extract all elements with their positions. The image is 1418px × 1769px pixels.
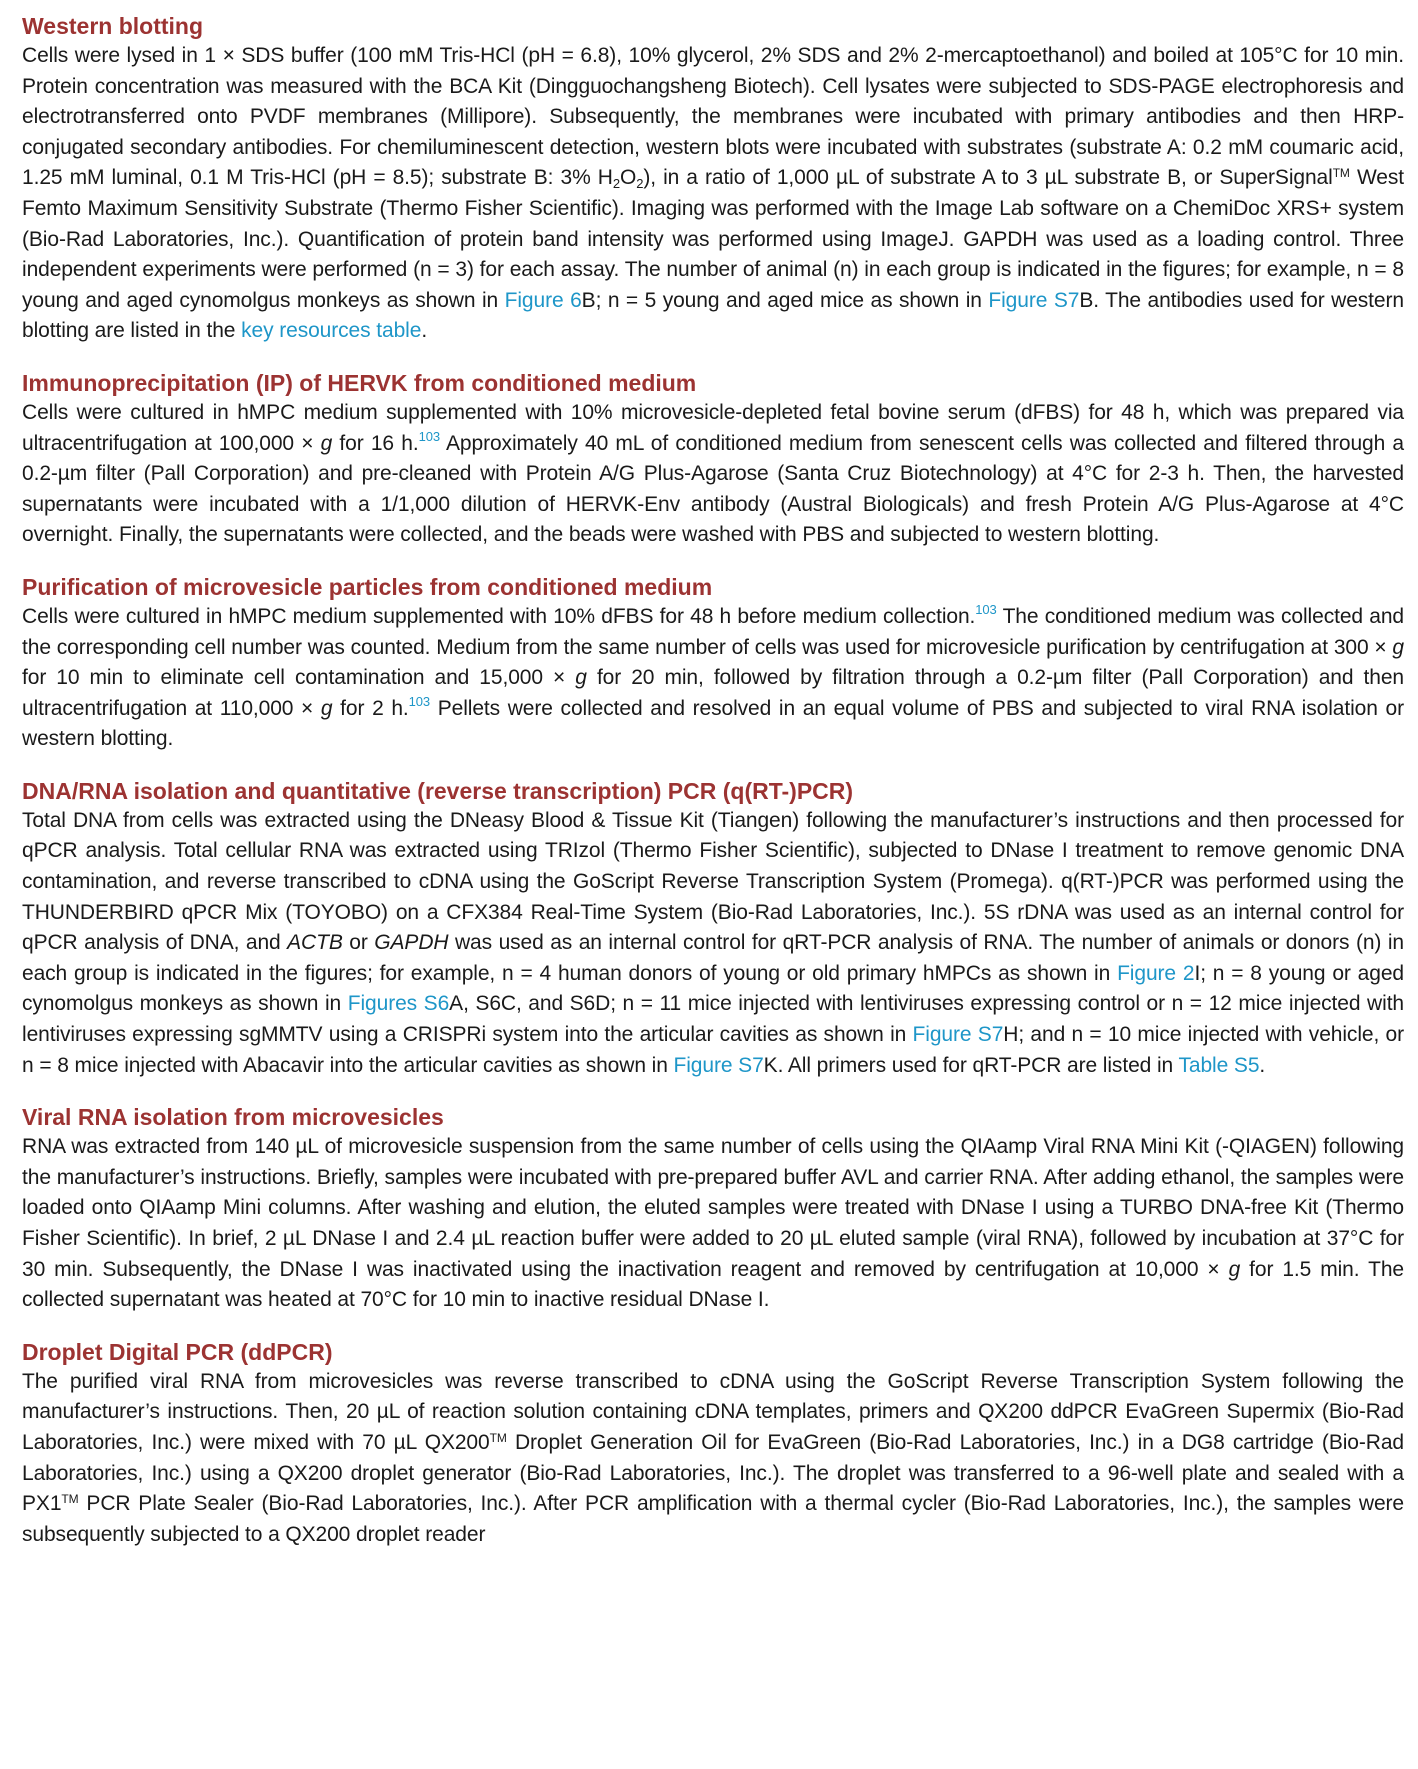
body-text: Pellets were collected and resolved in an equal volume of PBS and subjected to viral RNA isolation or western blotting. [22,696,1404,751]
section-heading: Droplet Digital PCR (ddPCR) [22,1338,333,1365]
methods-section [22,369,1404,551]
section-body [22,602,1404,755]
body-text: for 2 h. [332,696,409,720]
body-text: Total DNA from cells was extracted using the DNeasy Blood & Tissue Kit (Tiangen) following the manufacturer’s instructions and then processed for qPCR analysis. Total cellular RNA was extracted using TRIzol (Thermo Fisher Scientific), subjected to DNase I treatment to remove genomic DNA contamination, and reverse transcribed to cDNA using the GoScript Reverse Transcription System (Promega). q(RT-)PCR was performed using the THUNDERBIRD qPCR Mix (TOYOBO) on a CFX384 Real-Time System (Bio-Rad Laboratories, Inc.). 5S rDNA was used as an internal control for qPCR analysis of DNA, and [22,808,1404,955]
body-text: . [1259,1053,1266,1077]
italic-text: GAPDH [374,931,449,955]
body-text: West Femto Maximum Sensitivity Substrate (Thermo Fisher Scientific). Imaging was performed with the Image Lab software on a ChemiDoc XRS+ system (Bio-Rad Laboratories, Inc.). Quantification of protein band intensity was performed using ImageJ. GAPDH was used as a loading control. Three independent experiments were performed (n = 3) for each assay. The number of animal (n) in each group is indicated in the figures; for example, n = 8 young and aged cynomolgus monkeys as shown in [22,166,1404,312]
citation-superscript[interactable]: 103 [975,601,997,617]
section-body [22,398,1404,551]
body-text: RNA was extracted from 140 µL of microvesicle suspension from the same number of cells using the QIAamp Viral RNA Mini Kit (-QIAGEN) following the manufacturer’s instructions. Briefly, samples were incubated with pre-prepared buffer AVL and carrier RNA. After adding ethanol, the samples were loaded onto QIAamp Mini columns. After washing and elution, the eluted samples were treated with DNase I using a TURBO DNA-free Kit (Thermo Fisher Scientific). In brief, 2 µL DNase I and 2.4 µL reaction buffer were added to 20 µL eluted sample (viral RNA), followed by incubation at 37°C for 30 min. Subsequently, the DNase I was inactivated using the inactivation reagent and removed by centrifugation at 10,000 × [22,1135,1404,1281]
body-text: Cells were cultured in hMPC medium supplemented with 10% dFBS for 48 h before medium collection. [22,604,976,628]
section-heading: Immunoprecipitation (IP) of HERVK from conditioned medium [22,369,697,396]
body-text: . [421,319,428,343]
methods-section [22,12,1404,347]
body-text: or [342,931,375,955]
citation-superscript[interactable]: 103 [408,693,431,709]
body-text: Droplet Generation Oil for EvaGreen (Bio-Rad Laboratories, Inc.) in a DG8 cartridge (Bio-Rad Laboratories, Inc.) using a QX200 droplet generator (Bio-Rad Laboratories, Inc.). The droplet was transferred to a 96-well plate and sealed with a PX1 [22,1430,1404,1516]
italic-text: ACTB [287,931,343,955]
body-text: H; and n = 10 mice injected with vehicle, or n = 8 mice injected with Abacavir into the articular cavities as shown in [22,1023,1405,1077]
cross-reference-link[interactable]: Figure S7 [673,1053,764,1077]
section-heading: Western blotting [22,13,204,39]
body-text: I; n = 8 young or aged cynomolgus monkeys as shown in [22,961,1404,1016]
methods-section [22,777,1404,1081]
italic-text: g [575,666,587,690]
body-text: for 16 h. [332,431,419,455]
cross-reference-link[interactable]: Figure S7 [988,288,1080,312]
body-text: Cells were cultured in hMPC medium supplemented with 10% microvesicle-depleted fetal bovine serum (dFBS) for 48 h, which was prepared via ultracentrifugation at 100,000 × [22,400,1404,455]
body-text: for 20 min, followed by filtration through a 0.2-µm filter (Pall Corporation) and then ultracentrifugation at 110,000 × [22,666,1404,720]
body-text: ), in a ratio of 1,000 µL of substrate A to 3 µL substrate B, or SuperSignal [643,166,1333,190]
body-text: The conditioned medium was collected and the corresponding cell number was counted. Medium from the same number of cells was used for microvesicle purification by centrifugation at 300 × [22,604,1404,659]
section-body [22,1132,1404,1316]
cross-reference-link[interactable]: Figures S6 [347,992,450,1016]
cross-reference-link[interactable]: Figure S7 [912,1023,1004,1047]
cross-reference-link[interactable]: Figure 6 [504,288,582,312]
body-text: Approximately 40 mL of conditioned medium from senescent cells was collected and filtered through a 0.2-µm filter (Pall Corporation) and pre-cleaned with Protein A/G Plus-Agarose (Santa Cruz Biotechnology) at 4°C for 2-3 h. Then, the harvested supernatants were incubated with a 1/1,000 dilution of HERVK-Env antibody (Austral Biologicals) and fresh Protein A/G Plus-Agarose at 4°C overnight. Finally, the supernatants were collected, and the beads were washed with PBS and subjected to western blotting. [22,431,1404,547]
section-heading: DNA/RNA isolation and quantitative (reverse transcription) PCR (q(RT-)PCR) [22,777,854,804]
citation-superscript[interactable]: 103 [418,428,440,444]
body-text: The purified viral RNA from microvesicles was reverse transcribed to cDNA using the GoScript Reverse Transcription System following the manufacturer’s instructions. Then, 20 µL of reaction solution containing cDNA templates, primers and QX200 ddPCR EvaGreen Supermix (Bio-Rad Laboratories, Inc.) were mixed with 70 µL QX200 [22,1369,1404,1454]
section-heading: Viral RNA isolation from microvesicles [22,1104,444,1131]
italic-text: g [1228,1257,1241,1281]
body-text: B; n = 5 young and aged mice as shown in [581,288,989,312]
methods-section [22,573,1404,755]
subscript-text: 2 [636,176,644,192]
italic-text: g [1392,635,1404,659]
methods-page [22,12,1404,1572]
section-body [22,806,1404,1081]
body-text: A, S6C, and S6D; n = 11 mice injected with lentiviruses expressing control or n = 12 mice injected with lentiviruses expressing sgMMTV using a CRISPRi system into the articular cavities as shown in [22,992,1405,1047]
trademark-mark: TM [1332,166,1350,181]
cross-reference-link[interactable]: key resources table [241,319,422,343]
methods-section [22,1338,1404,1551]
body-text: for 10 min to eliminate cell contamination and 15,000 × [22,666,576,690]
section-body [22,1367,1404,1551]
italic-text: g [320,431,333,455]
trademark-mark: TM [489,1430,507,1445]
body-text: was used as an internal control for qRT-PCR analysis of RNA. The number of animals or donors (n) in each group is indicated in the figures; for example, n = 4 human donors of young or old primary hMPCs as shown in [22,931,1404,985]
section-heading: Purification of microvesicle particles from conditioned medium [22,573,713,600]
body-text: for 1.5 min. The collected supernatant was heated at 70°C for 10 min to inactive residual DNase I. [22,1257,1404,1312]
italic-text: g [320,696,333,720]
body-text: K. All primers used for qRT-PCR are listed in [763,1053,1179,1077]
body-text: B. The antibodies used for western blotting are listed in the [22,288,1404,343]
methods-section [22,1103,1404,1316]
cross-reference-link[interactable]: Figure 2 [1117,961,1195,985]
body-text: O [619,166,637,190]
body-text: Cells were lysed in 1 × SDS buffer (100 mM Tris-HCl (pH = 6.8), 10% glycerol, 2% SDS and 2% 2-mercaptoethanol) and boiled at 105°C for 10 min. Protein concentration was measured with the BCA Kit (Dingguochangsheng Biotech). Cell lysates were subjected to SDS-PAGE electrophoresis and electrotransferred onto PVDF membranes (Millipore). Subsequently, the membranes were incubated with primary antibodies and then HRP-conjugated secondary antibodies. For chemiluminescent detection, western blots were incubated with substrates (substrate A: 0.2 mM coumaric acid, 1.25 mM luminal, 0.1 M Tris-HCl (pH = 8.5); substrate B: 3% H [22,44,1404,190]
cross-reference-link[interactable]: Table S5 [1178,1053,1260,1077]
section-body [22,41,1404,347]
body-text: PCR Plate Sealer (Bio-Rad Laboratories, Inc.). After PCR amplification with a thermal cycler (Bio-Rad Laboratories, Inc.), the samples were subsequently subjected to a QX200 droplet reader [22,1492,1404,1546]
trademark-mark: TM [61,1492,79,1507]
subscript-text: 2 [612,176,620,192]
